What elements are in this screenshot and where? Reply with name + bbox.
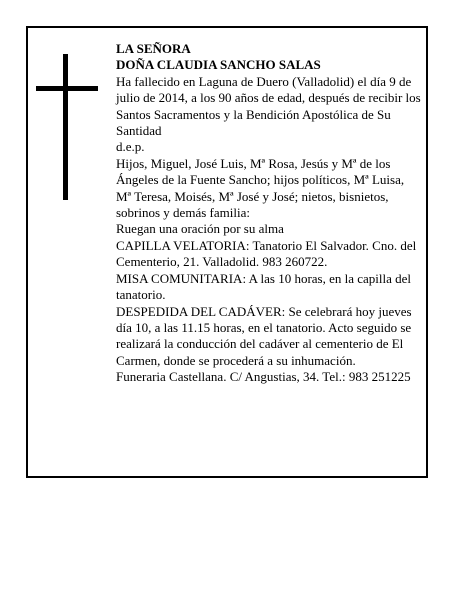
cross-vertical-bar: [63, 54, 68, 200]
cross-horizontal-bar: [36, 86, 98, 91]
funeral-home-info: Funeraria Castellana. C/ Angustias, 34. Tel.: 983 251225: [116, 369, 411, 385]
farewell-info: DESPEDIDA DEL CADÁVER: Se celebrará hoy jueves día 10, a las 11.15 horas, en el tanatorio. Acto seguido se realizará la conducción del cadáver al cementerio de El Carmen, donde se procederá a su inhumación.: [116, 303, 412, 368]
notice-text: [116, 41, 422, 386]
heading-title: LA SEÑORA: [116, 41, 191, 56]
family-list: Hijos, Miguel, José Luis, Mª Rosa, Jesús y Mª de los Ángeles de la Fuente Sancho; hijos políticos, Mª Luisa, Mª Teresa, Moisés, Mª José y José; nietos, bisnietos, sobrinos y demás familia:: [116, 155, 405, 221]
chapel-info: CAPILLA VELATORIA: Tanatorio El Salvador. Cno. del Cementerio, 21. Valladolid. 983 260722.: [116, 237, 417, 270]
cross-icon: [36, 54, 98, 200]
deceased-name: DOÑA CLAUDIA SANCHO SALAS: [116, 57, 321, 73]
obituary-notice: [26, 26, 428, 478]
death-announcement: Ha fallecido en Laguna de Duero (Valladolid) el día 9 de julio de 2014, a los 90 años de edad, después de recibir los Santos Sacramentos y la Bendición Apostólica de Su Santidad: [116, 73, 421, 139]
mass-info: MISA COMUNITARIA: A las 10 horas, en la capilla del tanatorio.: [116, 270, 412, 303]
dep-text: d.e.p.: [116, 139, 145, 155]
prayer-request: Ruegan una oración por su alma: [116, 221, 284, 237]
